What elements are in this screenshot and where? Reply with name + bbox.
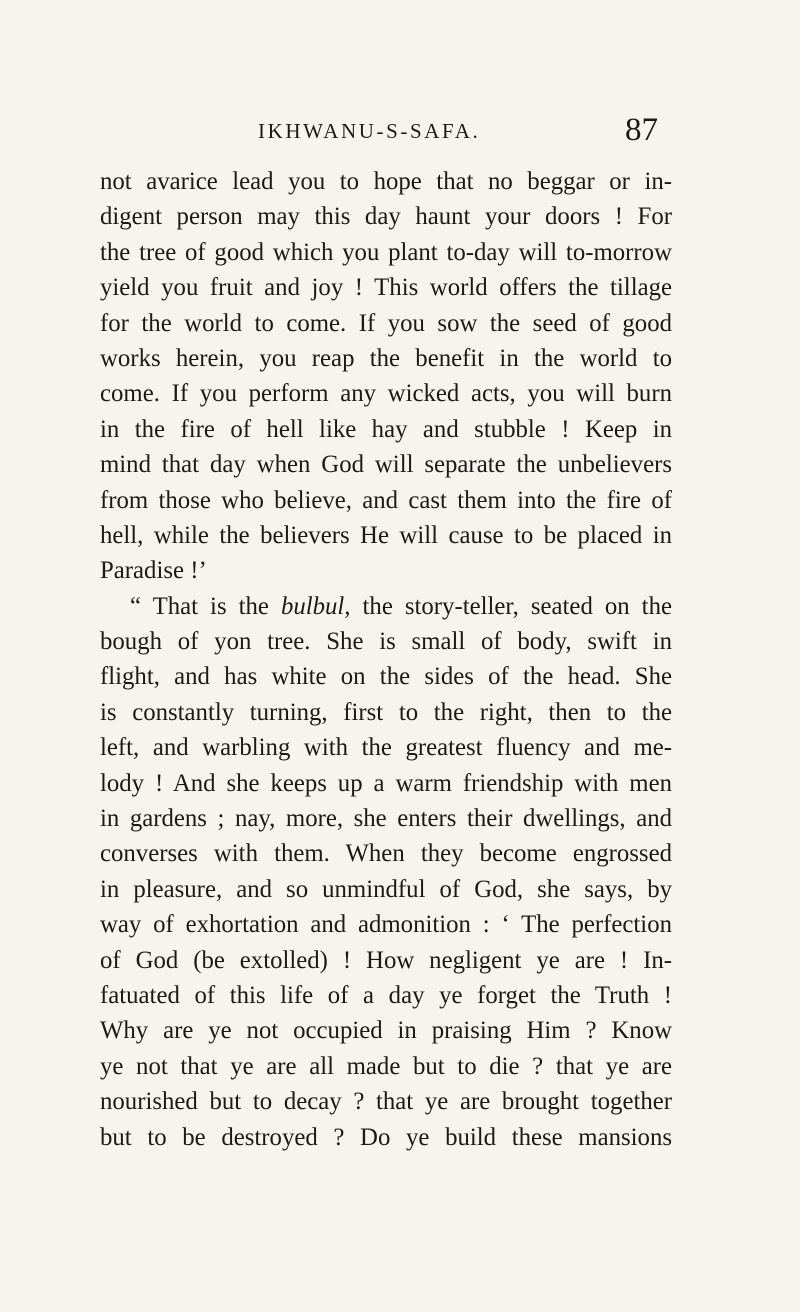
text-line: Why are ye not occupied in praising Him ? Know	[100, 1017, 672, 1045]
running-title: IKHWANU-S-SAFA.	[258, 119, 481, 143]
text-line: in pleasure, and so unmindful of God, she says, by	[100, 875, 672, 903]
text-line: fatuated of this life of a day ye forget the Truth !	[100, 981, 672, 1009]
text-line: way of exhortation and admonition : ‘ The perfection	[100, 911, 672, 939]
text-line: bough of yon tree. She is small of body, swift in	[100, 628, 672, 656]
text-line: hell, while the believers He will cause to be placed in	[100, 521, 672, 549]
text-line: from those who believe, and cast them into the fire of	[100, 486, 672, 514]
text-line-paragraph-start	[100, 589, 672, 624]
text-line: come. If you perform any wicked acts, you will burn	[100, 380, 672, 408]
text-line: but to be destroyed ? Do ye build these mansions	[100, 1123, 672, 1151]
text-line: the tree of good which you plant to-day will to-morrow	[100, 238, 672, 266]
text-line-paragraph-end: Paradise !’	[100, 557, 207, 585]
text-line: yield you fruit and joy ! This world offers the tillage	[100, 274, 672, 302]
text-line: not avarice lead you to hope that no beggar or in-	[100, 168, 672, 195]
text-line: ye not that ye are all made but to die ? that ye are	[100, 1052, 672, 1080]
text-line: mind that day when God will separate the unbelievers	[100, 451, 672, 479]
text-line: in the fire of hell like hay and stubble ! Keep in	[100, 415, 672, 443]
text-line: of God (be extolled) ! How negligent ye are ! In-	[100, 946, 672, 974]
text-line: digent person may this day haunt your doors ! For	[100, 203, 672, 231]
text-line: is constantly turning, first to the right, then to the	[100, 698, 672, 726]
text-line: nourished but to decay ? that ye are brought together	[100, 1088, 672, 1116]
text-line: in gardens ; nay, more, she enters their dwellings, and	[100, 805, 672, 833]
italic-term-bulbul: bulbul,	[280, 592, 351, 620]
text-line: for the world to come. If you sow the seed of good	[100, 309, 672, 337]
text-line: converses with them. When they become engrossed	[100, 840, 672, 868]
text-line: lody ! And she keeps up a warm friendship with men	[100, 769, 672, 797]
page-number: 87	[625, 112, 658, 148]
text-line: works herein, you reap the benefit in the world to	[100, 344, 672, 372]
text-line: flight, and has white on the sides of the head. She	[100, 663, 672, 691]
body-text	[100, 164, 672, 1155]
text-line: left, and warbling with the greatest fluency and me-	[100, 734, 672, 762]
line-text-after-italic: the story-teller, seated on the	[350, 592, 672, 620]
running-head	[0, 112, 800, 152]
line-text-before-italic: “ That is the	[130, 592, 281, 620]
